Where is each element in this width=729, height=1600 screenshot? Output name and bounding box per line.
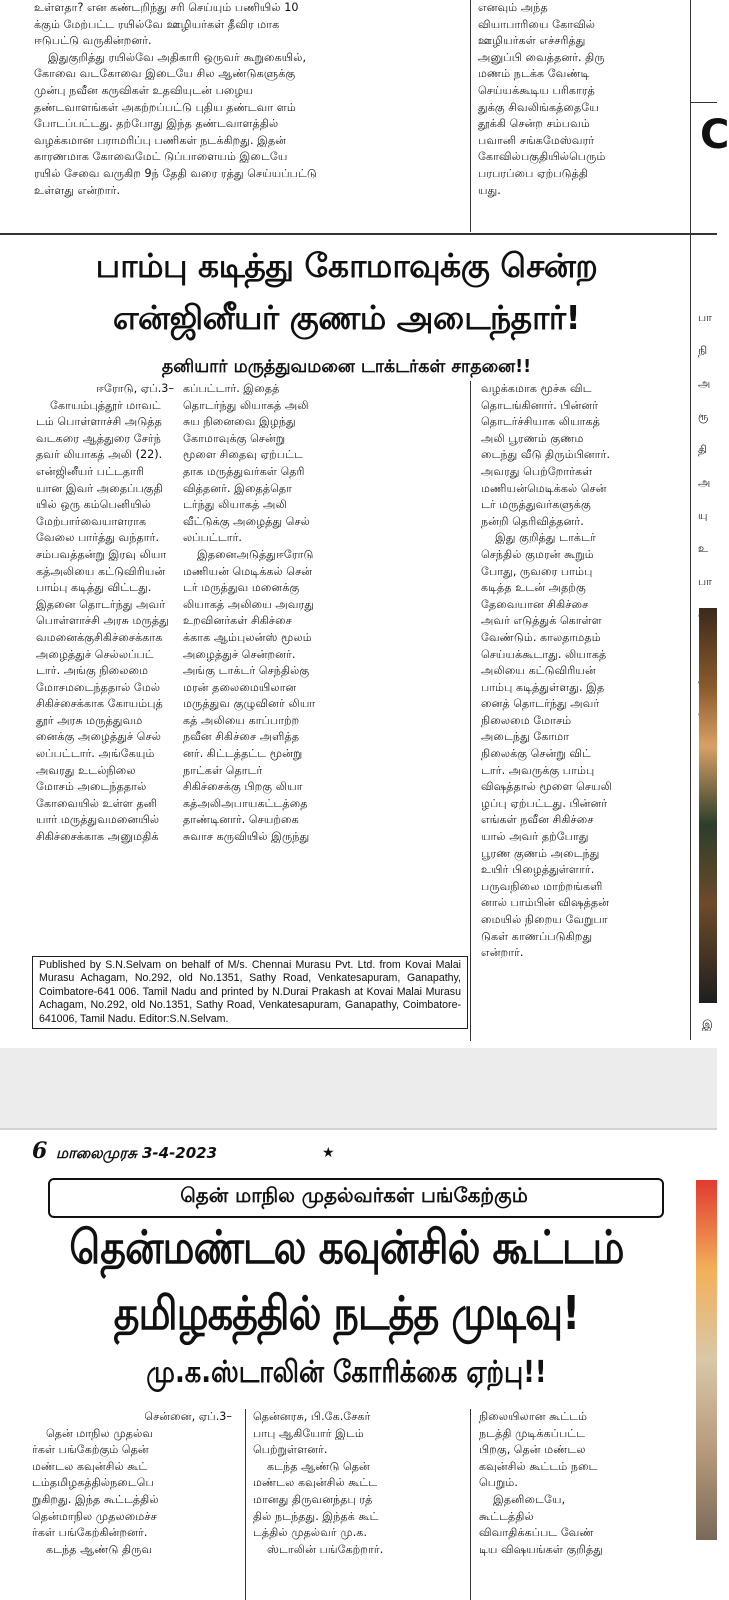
text-line: எங்கள் நவீன சிகிச்சை bbox=[481, 813, 594, 827]
text-line: கடந்த ஆண்டு திருவ bbox=[46, 1542, 153, 1556]
text-line: மணியன்மெடிக்கல் சென் bbox=[481, 481, 607, 495]
text-line: அங்கு டாக்டர் செந்தில்கு bbox=[183, 664, 310, 678]
text-line: வியாபாரியை கோவில் bbox=[478, 17, 596, 31]
text-line: பாபு ஆகியோர் இடம் bbox=[253, 1426, 364, 1440]
text-fragment: ரூ bbox=[698, 410, 709, 423]
text-line: மண்டல கவுன்சில் கூட்ட bbox=[253, 1476, 378, 1490]
text-line: இதனை தொடர்ந்து அவர் bbox=[36, 597, 166, 611]
text-line: விவாதிக்கப்பட வேண் bbox=[479, 1526, 594, 1540]
text-line: அனுப்பி வைத்தனர். திரு bbox=[478, 50, 605, 64]
text-line: வீட்டுக்கு அழைத்து செல் bbox=[183, 514, 310, 528]
text-fragment: பா bbox=[698, 575, 712, 588]
text-line: டம் பொள்ளாச்சி அடுத்த bbox=[36, 415, 162, 429]
text-line: இதனைஅடுத்துஈரோடு bbox=[197, 547, 314, 561]
text-line: அலி பூரணம் குணம bbox=[481, 431, 584, 445]
text-line: றுகிறது. இந்த கூட்டத்தில் bbox=[32, 1492, 159, 1506]
text-line: தூக்கி சென்ற சம்பவம் bbox=[478, 117, 590, 131]
text-line: இதுகுறித்து ரயில்வே அதிகாரி ஒருவர் கூறுகையில், bbox=[48, 50, 307, 64]
text-line: க்கும் மேற்பட்ட ரயில்வே ஊழியர்கள் தீவிர மாக bbox=[34, 17, 280, 31]
text-line: வடகரை ஆத்துரை சேர்ந் bbox=[36, 431, 161, 445]
text-line: கோயம்புத்தூர் மாவட் bbox=[50, 398, 161, 412]
text-line: உறவினர்கள் சிகிச்சை bbox=[183, 614, 292, 628]
text-line: ஈடுபட்டு வருகின்றனர். bbox=[34, 34, 152, 48]
text-line: ஊழியர்கள் எச்சரித்து bbox=[478, 34, 586, 48]
text-line: முன்பு நவீன கருவிகள் உதவியுடன் பழைய bbox=[34, 83, 254, 97]
text-line: கவுன்சில் கூட்டம் நடை bbox=[479, 1459, 598, 1473]
text-line: தொடங்கினார். பின்னர் bbox=[481, 398, 599, 412]
text-line: டத்தில் முதல்வர் மு.க. bbox=[253, 1526, 367, 1540]
article-column-1 bbox=[36, 381, 174, 846]
text-line: எனவும் அந்த bbox=[478, 1, 548, 14]
text-line: டுகள் காணப்படுகிறது bbox=[481, 929, 593, 943]
right-section-rule bbox=[690, 102, 717, 103]
text-line: உள்ளது என்றார். bbox=[34, 183, 121, 197]
text-line: பாம்பு கடித்து விட்டது. bbox=[36, 581, 152, 595]
adjacent-photo-fragment-right bbox=[696, 1180, 717, 1540]
text-fragment: நி bbox=[698, 344, 708, 357]
text-line: கோமாவுக்கு சென்று bbox=[183, 431, 286, 445]
text-line: தாக மருத்துவர்கள் தெரி bbox=[183, 464, 305, 478]
text-line: கோவையில் உள்ள தனி bbox=[36, 796, 158, 810]
text-line: தென்மாநில முதலமைச்ச bbox=[32, 1509, 157, 1523]
text-line: கடித்த உடன் அதற்கு bbox=[481, 581, 586, 595]
text-line: நடத்தி முடிக்கப்பட்ட bbox=[479, 1426, 586, 1440]
column-divider bbox=[470, 0, 471, 232]
kicker: தென் மாநில முதல்வர்கள் பங்கேற்கும் bbox=[180, 1183, 528, 1207]
text-line: போடப்பட்டது. தற்போது இந்த தண்டவாளத்தில் bbox=[34, 117, 279, 131]
text-line: டிய விஷயங்கள் குறித்து bbox=[479, 1542, 603, 1556]
text-line: சுய நினைவை இழந்து bbox=[183, 415, 296, 429]
text-line: னால் பாம்பின் விஷத்தன் bbox=[481, 896, 609, 910]
text-line: சிகிச்சைக்கு பிறகு லியா bbox=[183, 780, 303, 794]
text-line: மோசம் அடைந்ததால் bbox=[36, 780, 147, 794]
text-line: செந்தில் குமரன் கூறும் bbox=[481, 547, 594, 561]
text-line: தவர் லியாகத் அலி (22). bbox=[36, 448, 163, 462]
text-line: மூளை சிதைவு ஏற்பட்ட bbox=[183, 448, 303, 462]
text-line: தொடர்ச்சியாக லியாகத் bbox=[481, 415, 600, 429]
text-line: போது, ருவரை பாம்பு bbox=[481, 564, 593, 578]
text-line: னைக்கு அழைத்துச் செல் bbox=[36, 730, 161, 744]
headline-line-1: தென்மண்டல கவுன்சில் கூட்டம் bbox=[69, 1220, 624, 1274]
text-line: செய்யக்கூடாது. லியாகத் bbox=[481, 647, 607, 661]
article-headline-line-1: பாம்பு கடித்து கோமாவுக்கு சென்ற bbox=[95, 246, 598, 285]
text-line: ர்கள் பங்கேற்கும் தென் bbox=[32, 1443, 149, 1457]
text-line: தில் நடந்தது. இந்தக் கூட் bbox=[253, 1509, 379, 1523]
text-line: டைந்து வீடு திரும்பினார். bbox=[481, 448, 611, 462]
text-line: கோவில்பகுதியில்பெரும் bbox=[478, 150, 606, 164]
text-line: அழைத்துச் சென்றனர். bbox=[183, 647, 296, 661]
text-line: மணம் நடக்க வேண்டி bbox=[478, 67, 590, 81]
text-line: அடைந்து கோமா bbox=[481, 730, 570, 744]
text-line: மானது திருவனந்தபு ரத் bbox=[253, 1492, 373, 1506]
page-separator bbox=[0, 1048, 717, 1130]
text-line: ஈரோடு, ஏப்.3– bbox=[96, 382, 174, 395]
text-line: வித்தனர். இதைத்தொ bbox=[183, 481, 292, 495]
text-line: நாட்கள் தொடர் bbox=[183, 763, 263, 777]
text-line: னைத் தொடர்ந்து அவர் bbox=[481, 697, 600, 711]
text-line: தண்டவாளங்கள் அகற்றப்பட்டு புதிய தண்டவா ளம் bbox=[34, 100, 296, 114]
star-icon: ★ bbox=[322, 1145, 335, 1161]
text-line: மரன் தலைமையிலான bbox=[183, 680, 297, 694]
text-line: வழக்கமாக மூச்சு விட bbox=[481, 382, 592, 395]
text-line: அவர் எடுத்துக் கொள்ள bbox=[481, 614, 602, 628]
text-line: தென் மாநில முதல்வ bbox=[46, 1426, 154, 1440]
text-line: பொள்ளாச்சி அரசு மருத்து bbox=[36, 614, 169, 628]
text-line: ர்கள் பங்கேற்கின்றனர். bbox=[32, 1526, 148, 1540]
text-line: என்ஜினீயர் பட்டதாரி bbox=[36, 464, 145, 478]
text-line: லப்பட்டார். அங்கேயும் bbox=[36, 747, 155, 761]
page2-column-3 bbox=[479, 1409, 679, 1558]
text-line: சென்னை, ஏப்.3– bbox=[144, 1410, 232, 1423]
article-subheadline: தனியார் மருத்துவமனை டாக்டர்கள் சாதனை!! bbox=[161, 357, 532, 377]
text-line: விஷத்தால் மூளை செயலி bbox=[481, 780, 613, 794]
text-line: வழக்கமான பராமரிப்பு பணிகள் நடக்கிறது. இதன் bbox=[34, 133, 287, 147]
column-divider bbox=[470, 381, 471, 1041]
text-line: நிலைக்கு சென்று விட் bbox=[481, 747, 592, 761]
column-divider bbox=[245, 1409, 246, 1600]
text-line: பெற்றுள்ளனர். bbox=[253, 1443, 328, 1457]
text-line: டர்ந்து லியாகத் அலி bbox=[183, 498, 287, 512]
text-fragment: அ bbox=[698, 476, 711, 489]
section-rule bbox=[0, 233, 717, 235]
text-line: நன்றி தெரிவித்தனர். bbox=[481, 514, 584, 528]
text-line: தாண்டினார். செயற்கை bbox=[183, 813, 299, 827]
text-line: என்றார். bbox=[481, 946, 524, 960]
text-line: க்காக ஆம்புலன்ஸ் மூலம் bbox=[183, 630, 312, 644]
text-line: தேவையான சிகிச்சை bbox=[481, 597, 589, 611]
text-line: பாம்பு கடித்துள்ளது. இத bbox=[481, 680, 605, 694]
text-line: பெறும். bbox=[479, 1476, 518, 1490]
page-shadow bbox=[0, 1128, 717, 1130]
text-line: டர் மருத்துவ மனைக்கு bbox=[183, 581, 300, 595]
text-line: ரயில் சேவை வருகிற 9ந் தேதி வரை ரத்து செய்யப்பட்டு bbox=[34, 166, 317, 180]
text-line: பருவநிலை மாற்றங்களி bbox=[481, 879, 603, 893]
article-headline-line-2: என்ஜினீயர் குணம் அடைந்தார்! bbox=[112, 298, 581, 337]
text-line: தென்னரசு, பி.கே.சேகர் bbox=[253, 1410, 371, 1423]
text-line: அழைத்துச் செல்லப்பட் bbox=[36, 647, 154, 661]
text-line: சம்பவத்தன்று இரவு லியா bbox=[36, 547, 167, 561]
text-line: இது குறித்து டாக்டர் bbox=[495, 531, 596, 545]
text-line: உள்ளதா? என கண்டறிந்து சரி செய்யும் பணியில் 10 bbox=[34, 1, 299, 14]
publisher-imprint-box: Published by S.N.Selvam on behalf of M/s. Chennai Murasu Pvt. Ltd. from Kovai Malai Murasu Achagam, No.292, old No.1351, Sathy Road, Venkatesapuram, Ganapathy, Coimbatore-641 006. Tamil Nadu and printed by N.Durai Prakash at Kovai Malai Murasu Achagam, No.292, old No.1351, Sathy Road, Venkatesapuram, Ganapathy, Coimbatore-641006, Tamil Nadu. Editor:S.N.Selvam. bbox=[32, 956, 468, 1029]
text-line: கோவை வடகோவை இடையே சில ஆண்டுகளுக்கு bbox=[34, 67, 296, 81]
text-fragment: அ bbox=[698, 377, 711, 390]
text-fragment: உ bbox=[698, 542, 708, 555]
adjacent-photo-fragment bbox=[699, 608, 717, 1003]
text-line: செய்யக்கூடிய பரிகாரத் bbox=[478, 83, 595, 97]
text-line: மருத்துவ குழுவினர் லியா bbox=[183, 697, 316, 711]
text-line: கூட்டத்தில் bbox=[479, 1509, 534, 1523]
text-line: யது. bbox=[478, 183, 501, 197]
text-line: சுவாச கருவியில் இருந்து bbox=[183, 830, 310, 844]
text-line: அலியை கட்டுவிரியன் bbox=[481, 664, 596, 678]
page-right-border bbox=[690, 0, 691, 1040]
text-line: யார் மருத்துவமனையில் bbox=[36, 813, 160, 827]
text-line: கப்பட்டார். இதைத் bbox=[183, 382, 280, 395]
subheadline: மு.க.ஸ்டாலின் கோரிக்கை ஏற்பு!! bbox=[146, 1355, 547, 1390]
top-right-text bbox=[478, 0, 683, 199]
headline-line-2: தமிழகத்தில் நடத்த முடிவு! bbox=[113, 1286, 580, 1340]
text-line: கத் அலியை காப்பாற்ற bbox=[183, 713, 300, 727]
text-fragment: தி bbox=[698, 443, 708, 456]
right-edge-glyph: C bbox=[700, 112, 729, 158]
text-line: டார். அவருக்கு பாம்பு bbox=[481, 763, 595, 777]
text-line: மையில் நிறைய வேறுபா bbox=[481, 913, 608, 926]
top-left-text bbox=[34, 0, 464, 199]
masthead-date: மாலைமுரசு 3-4-2023 bbox=[56, 1144, 218, 1162]
page-number: 6 bbox=[32, 1138, 48, 1164]
text-line: யால் அவர் தற்போது bbox=[481, 830, 589, 844]
text-line: உயிர் பிழைத்துள்ளார். bbox=[481, 863, 595, 877]
text-line: வேண்டும். காலதாமதம் bbox=[481, 630, 601, 644]
text-line: இதனிடையே, bbox=[493, 1492, 566, 1506]
column-divider bbox=[470, 1409, 471, 1600]
text-line: யில் ஒரு கம்பெனியில் bbox=[36, 498, 151, 512]
text-line: நவீன சிகிச்சை அளித்த bbox=[183, 730, 300, 744]
text-line: யான இவர் அதைப்பகுதி bbox=[36, 481, 163, 495]
text-fragment: யு bbox=[698, 509, 708, 522]
text-line: நிலையிலான கூட்டம் bbox=[479, 1410, 588, 1423]
text-line: நிலைமை மோசம் bbox=[481, 713, 572, 727]
text-line: கடந்த ஆண்டு தென் bbox=[267, 1459, 370, 1473]
text-line: மணியன் மெடிக்கல் சென் bbox=[183, 564, 313, 578]
text-line: மோசமடைந்ததால் மேல் bbox=[36, 680, 161, 694]
text-line: சிகிச்சைக்காக அனுமதிக் bbox=[36, 830, 159, 844]
text-line: ழப்பு ஏற்பட்டது. பின்னர் bbox=[481, 796, 608, 810]
text-line: டர் மருத்துவர்களுக்கு bbox=[481, 498, 591, 512]
page2-column-1 bbox=[32, 1409, 232, 1558]
text-line: னர். கிட்டத்தட்ட மூன்று bbox=[183, 747, 303, 761]
text-fragment: இ bbox=[702, 1018, 713, 1031]
text-line: பிறகு, தென் மண்டல bbox=[479, 1443, 586, 1457]
text-line: டம்தமிழகத்தில்நடைபெ bbox=[32, 1476, 154, 1490]
text-line: துக்கு சிவலிங்கத்தையே bbox=[478, 100, 599, 114]
text-line: கத்அலியை கட்டுவிரியன் bbox=[36, 564, 166, 578]
text-line: மண்டல கவுன்சில் கூட் bbox=[32, 1459, 148, 1473]
text-line: அவரது பெற்றோர்கள் bbox=[481, 464, 593, 478]
text-fragment: பா bbox=[698, 311, 712, 324]
text-line: பூரண குணம் அடைந்து bbox=[481, 846, 600, 860]
text-line: பவானி சங்கமேஸ்வரர் bbox=[478, 133, 595, 147]
text-line: லியாகத் அலியை அவரது bbox=[183, 597, 315, 611]
text-line: வமனைக்குசிகிச்சைக்காக bbox=[36, 630, 163, 644]
page2-column-2 bbox=[253, 1409, 453, 1558]
text-line: மேற்பார்வையாளராக bbox=[36, 514, 147, 528]
text-line: ஸ்டாலின் பங்கேற்றார். bbox=[267, 1542, 384, 1556]
text-line: சிகிச்சைக்காக கோயம்புத் bbox=[36, 697, 163, 711]
article-column-3 bbox=[481, 381, 681, 962]
text-line: டார். அங்கு நிலைமை bbox=[36, 664, 149, 678]
text-line: லப்பட்டார். bbox=[183, 531, 242, 545]
text-line: வேலை பார்த்து வந்தார். bbox=[36, 531, 160, 545]
text-line: தூர் அரசு மருத்துவம bbox=[36, 713, 143, 727]
text-line: பரபரப்பை ஏற்படுத்தி bbox=[478, 166, 589, 180]
text-line: தொடர்ந்து லியாகத் அலி bbox=[183, 398, 309, 412]
article-column-2 bbox=[183, 381, 459, 846]
text-line: காரணமாக கோவைமேட் டுப்பாளையம் இடையே bbox=[34, 150, 288, 164]
text-line: கத்அலிஅபாயகட்டத்தை bbox=[183, 796, 308, 810]
text-line: அவரது உடல்நிலை bbox=[36, 763, 136, 777]
